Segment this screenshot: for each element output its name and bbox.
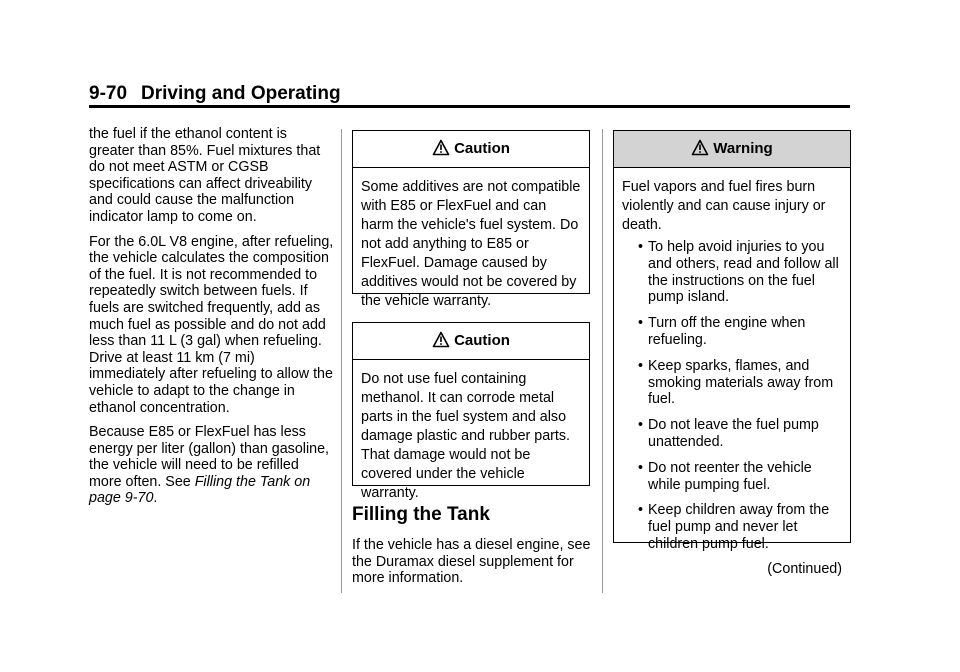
column-divider-right [602,129,603,593]
page-number: 9-70 [89,83,128,104]
list-item: • Do not reenter the vehicle while pumping fuel. [638,459,812,493]
continued-label: (Continued) [767,560,842,577]
caution-body: Some additives are not compatible with E85 or FlexFuel and can harm the vehicle's fuel system. Do not add anything to E85 or FlexFuel. Damage caused by additives would not be covered by the vehicle warranty. [361,179,581,309]
bullet: • [638,502,644,519]
warning-list [622,239,842,553]
column-divider-left [341,129,342,593]
paragraph: the fuel if the ethanol content is greater than 85%. Fuel mixtures that do not meet ASTM or CGSB specifications can affect driveability and could cause the malfunction indicator lamp to come on. [89,126,321,225]
list-item: • To help avoid injuries to you and others, read and follow all the instructions on the fuel pump island. [638,239,839,306]
warning-box [613,130,851,577]
warning-title [614,131,850,168]
caution-body: Do not use fuel containing methanol. It can corrode metal parts in the fuel system and also damage plastic and rubber parts. That damage would not be covered under the vehicle warranty. [361,371,571,501]
caution-box-additives [352,130,590,309]
caution-title [353,131,589,168]
section-heading-filling-the-tank: Filling the Tank [352,504,490,525]
section-body: If the vehicle has a diesel engine, see the Duramax diesel supplement for more information. [352,537,591,587]
list-item: • Do not leave the fuel pump unattended. [638,417,819,450]
caution-icon [432,139,450,156]
list-item: • Keep sparks, flames, and smoking materials away from fuel. [638,357,834,408]
header-rule [89,105,850,108]
section-title: Driving and Operating [141,83,341,104]
bullet: • [638,357,644,374]
warning-body [614,168,850,585]
paragraph-text: Because E85 or FlexFuel has less energy per liter (gallon) than gasoline, the vehicle will need to be refilled more often. See [89,424,330,490]
caution-title [353,323,589,360]
paragraph [89,424,334,507]
warning-title-text: Warning [713,140,773,157]
warning-icon [691,139,709,156]
list-item: • Turn off the engine when refueling. [638,315,806,348]
bullet: • [638,417,644,434]
bullet: • [638,239,644,255]
bullet: • [638,459,644,476]
list-item: • Keep children away from the fuel pump and never let children pump fuel. [638,502,830,552]
caution-icon [432,331,450,348]
paragraph-end: . [153,490,158,507]
page-header [89,82,341,106]
caution-title-text: Caution [454,332,510,349]
warning-intro: Fuel vapors and fuel fires burn violently and can cause injury or death. [622,179,826,233]
caution-title-text: Caution [454,140,510,157]
left-column [89,126,334,515]
bullet: • [638,315,644,332]
cross-reference-link[interactable]: Filling the Tank on page 9-70 [89,473,311,507]
caution-box-methanol [352,322,590,501]
paragraph: For the 6.0L V8 engine, after refueling, the vehicle calculates the composition of the fuel. It is not recommended to repeatedly switch between fuels. If fuels are switched frequently, add as much fuel as possible and do not add less than 11 L (3 gal) when refueling. Drive at least 11 km (7 mi) immediately after refueling to allow the vehicle to adapt to the change in ethanol concentration. [89,233,334,416]
